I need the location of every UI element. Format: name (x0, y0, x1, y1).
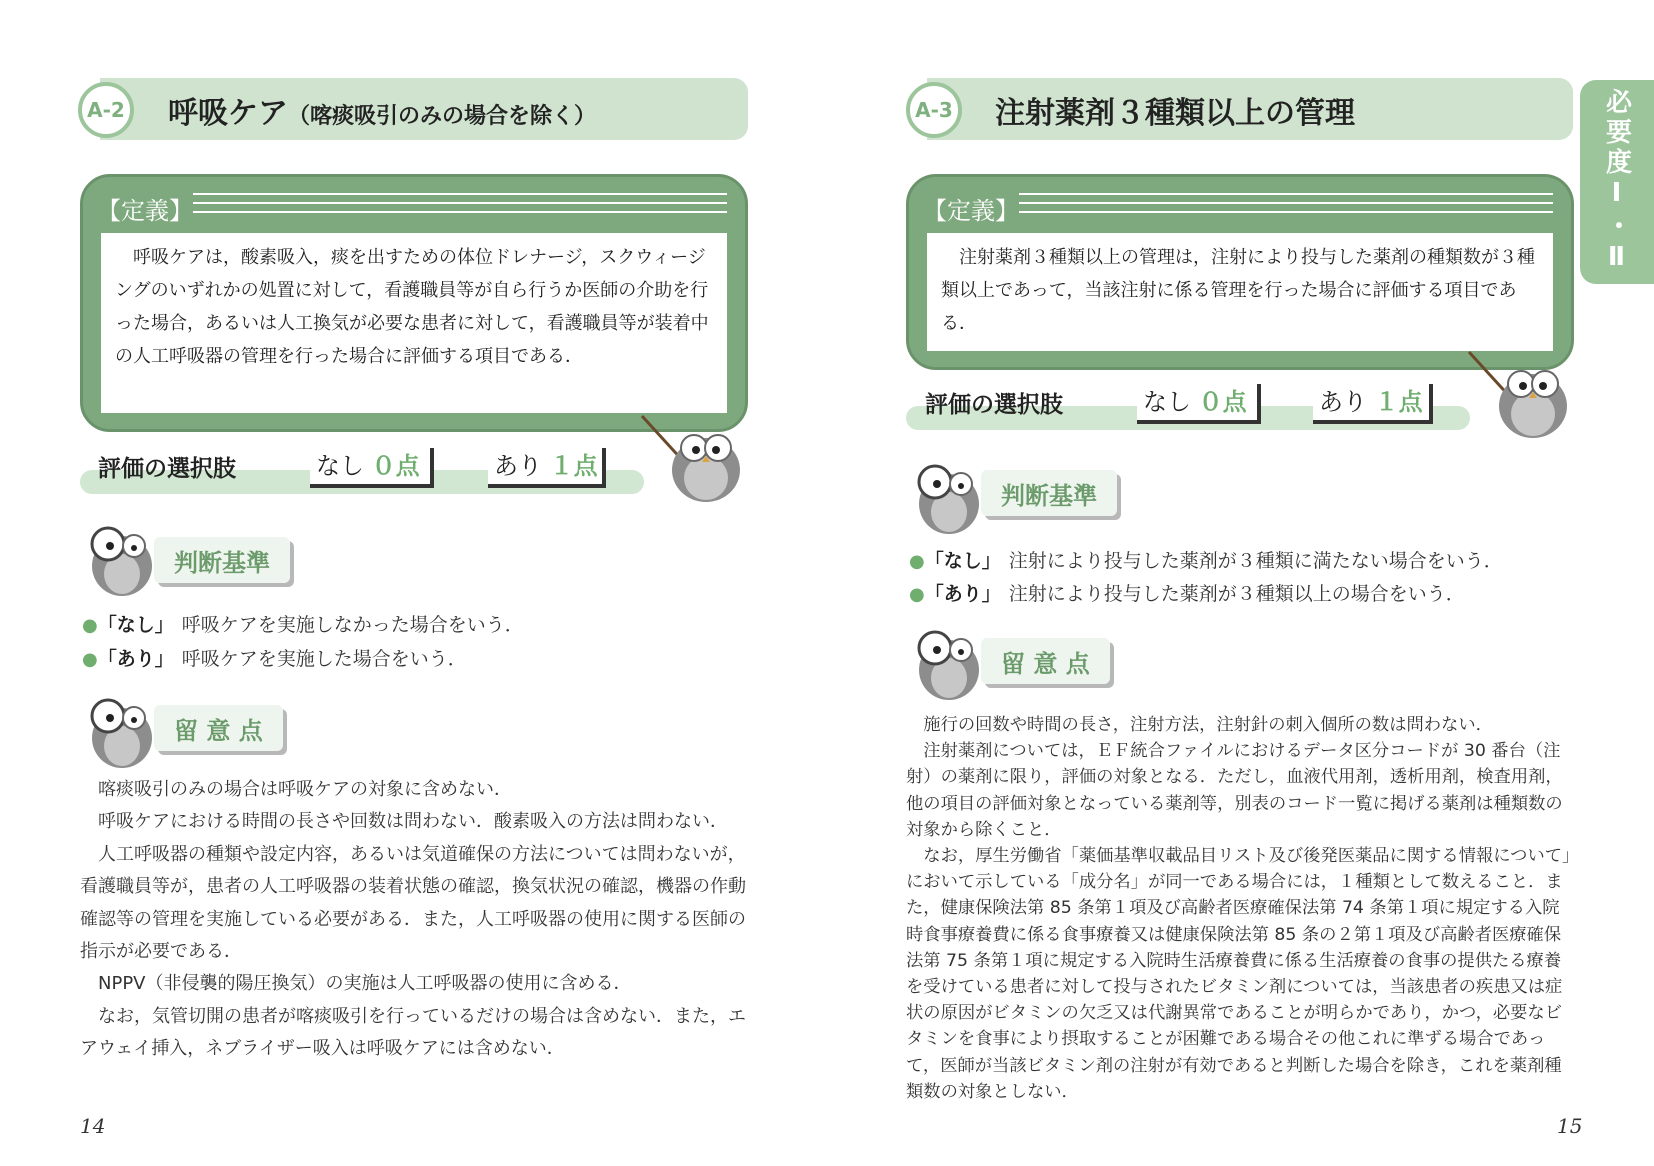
right-page (827, 0, 1654, 1166)
title-main: 呼吸ケア (168, 96, 288, 131)
note-paragraph: なお，厚生労働省「薬価基準収載品目リスト及び後発医薬品に関する情報について」において示している「成分名」が同一である場合には，１種類として数えること．また，健康保険法第 85 条第１項及び高齢者医療確保法第 74 条第１項に規定する入院時食事療養費に係る食事療養又は健康保険法第 85 条の２第１項及び高齢者医療確保法第 75 条第１項に規定する入院時生活療養費に係る生活療養の食事の提供たる療養を受けている患者に対して投与されたビタミン剤については，当該患者の疾患又は症状の原因がビタミンの欠乏又は代謝異常であることが明らかであり，かつ，必要なビタミンを食事により摂取することが困難である場合その他これに準ずる場合であって，医師が当該ビタミン剤の注射が有効であると判断した場合を除き，これを薬剤種類数の対象としない． (906, 846, 1571, 1102)
criterion-none-key: 「なし」 (924, 550, 1001, 572)
criterion-yes-text: 注射により投与した薬剤が３種類以上の場合をいう． (1008, 583, 1465, 605)
note-paragraph: 呼吸ケアにおける時間の長さや回数は問わない．酸素吸入の方法は問わない． (98, 811, 728, 833)
criteria-tag: 判断基準 (154, 537, 290, 583)
definition-label: 【定義】 (97, 197, 193, 225)
evaluation-label: 評価の選択肢 (98, 456, 236, 482)
section-title (168, 88, 596, 132)
section-badge: A-3 (906, 82, 962, 138)
option-yes-points: １点 (1374, 388, 1423, 416)
owl-magnifier-icon (80, 514, 160, 598)
criterion-yes (909, 579, 1465, 606)
owl-magnifier-icon (80, 686, 160, 770)
criterion-yes-text: 呼吸ケアを実施した場合をいう． (181, 648, 467, 670)
definition-rule-lines (193, 193, 727, 223)
bullet-icon: ● (82, 649, 98, 670)
side-tab: 必要度Ⅰ・Ⅱ (1580, 80, 1654, 284)
definition-label: 【定義】 (923, 197, 1019, 225)
definition-rule-lines (1019, 193, 1553, 223)
option-none-label: なし (316, 452, 364, 480)
option-yes-points: １点 (549, 452, 598, 480)
option-none-points: ０点 (1198, 388, 1247, 416)
criteria-tag: 判断基準 (981, 470, 1117, 516)
notes-tag: 留 意 点 (154, 705, 283, 751)
definition-text: 呼吸ケアは，酸素吸入，痰を出すための体位ドレナージ，スクウィージングのいずれかの処置に対して，看護職員等が自ら行うか医師の介助を行った場合，あるいは人工換気が必要な患者に対して，看護職員等が装着中の人工呼吸器の管理を行った場合に評価する項目である． (101, 233, 727, 413)
definition-box (80, 174, 748, 432)
criterion-none (82, 610, 524, 637)
notes-body (906, 712, 1576, 1105)
notes-body (80, 774, 750, 1066)
option-none (310, 448, 434, 488)
option-none-label: なし (1143, 388, 1191, 416)
option-yes-label: あり (1319, 388, 1367, 416)
owl-magnifier-icon (907, 618, 987, 702)
criterion-none-key: 「なし」 (97, 614, 174, 636)
criterion-none (909, 546, 1503, 573)
bullet-icon: ● (909, 584, 925, 605)
option-none-points: ０点 (371, 452, 420, 480)
bullet-icon: ● (909, 551, 925, 572)
page-number: 15 (1557, 1114, 1583, 1138)
notes-tag: 留 意 点 (981, 638, 1110, 684)
section-title: 注射薬剤３種類以上の管理 (995, 96, 1355, 131)
section-badge: A-2 (78, 82, 134, 138)
note-paragraph: なお，気管切開の患者が喀痰吸引を行っているだけの場合は含めない．また，エアウェイ挿入，ネブライザー吸入は呼吸ケアには含めない． (80, 1005, 746, 1060)
title-sub: （喀痰吸引のみの場合を除く） (288, 104, 597, 129)
option-yes (488, 448, 606, 488)
note-paragraph: 人工呼吸器の種類や設定内容，あるいは気道確保の方法については問わないが，看護職員等が，患者の人工呼吸器の装着状態の確認，換気状況の確認，機器の作動確認等の管理を実施している必要がある．また，人工呼吸器の使用に関する医師の指示が必要である． (80, 843, 746, 963)
note-paragraph: 注射薬剤については，ＥＦ統合ファイルにおけるデータ区分コードが 30 番台（注射）の薬剤に限り，評価の対象となる．ただし，血液代用剤，透析用剤，検査用剤，他の項目の評価対象となっている薬剤等，別表のコード一覧に掲げる薬剤は種類数の対象から除くこと． (906, 741, 1563, 840)
note-paragraph: 施行の回数や時間の長さ，注射方法，注射針の刺入個所の数は問わない． (923, 715, 1493, 735)
owl-pointer-icon (636, 404, 752, 504)
evaluation-label: 評価の選択肢 (925, 392, 1063, 418)
criterion-yes-key: 「あり」 (924, 583, 1001, 605)
option-yes-label: あり (494, 452, 542, 480)
note-paragraph: NPPV（非侵襲的陽圧換気）の実施は人工呼吸器の使用に含める． (98, 973, 632, 995)
criterion-yes (82, 644, 467, 671)
option-none (1137, 384, 1261, 424)
criterion-yes-key: 「あり」 (97, 648, 174, 670)
criterion-none-text: 注射により投与した薬剤が３種類に満たない場合をいう． (1008, 550, 1503, 572)
option-yes (1313, 384, 1433, 424)
criterion-none-text: 呼吸ケアを実施しなかった場合をいう． (181, 614, 524, 636)
note-paragraph: 喀痰吸引のみの場合は呼吸ケアの対象に含めない． (98, 779, 512, 800)
page-number: 14 (80, 1114, 106, 1138)
owl-magnifier-icon (907, 452, 987, 536)
definition-text: 注射薬剤３種類以上の管理は，注射により投与した薬剤の種類数が３種類以上であって，当該注射に係る管理を行った場合に評価する項目である． (927, 233, 1553, 351)
owl-pointer-icon (1463, 340, 1579, 440)
bullet-icon: ● (82, 615, 98, 636)
